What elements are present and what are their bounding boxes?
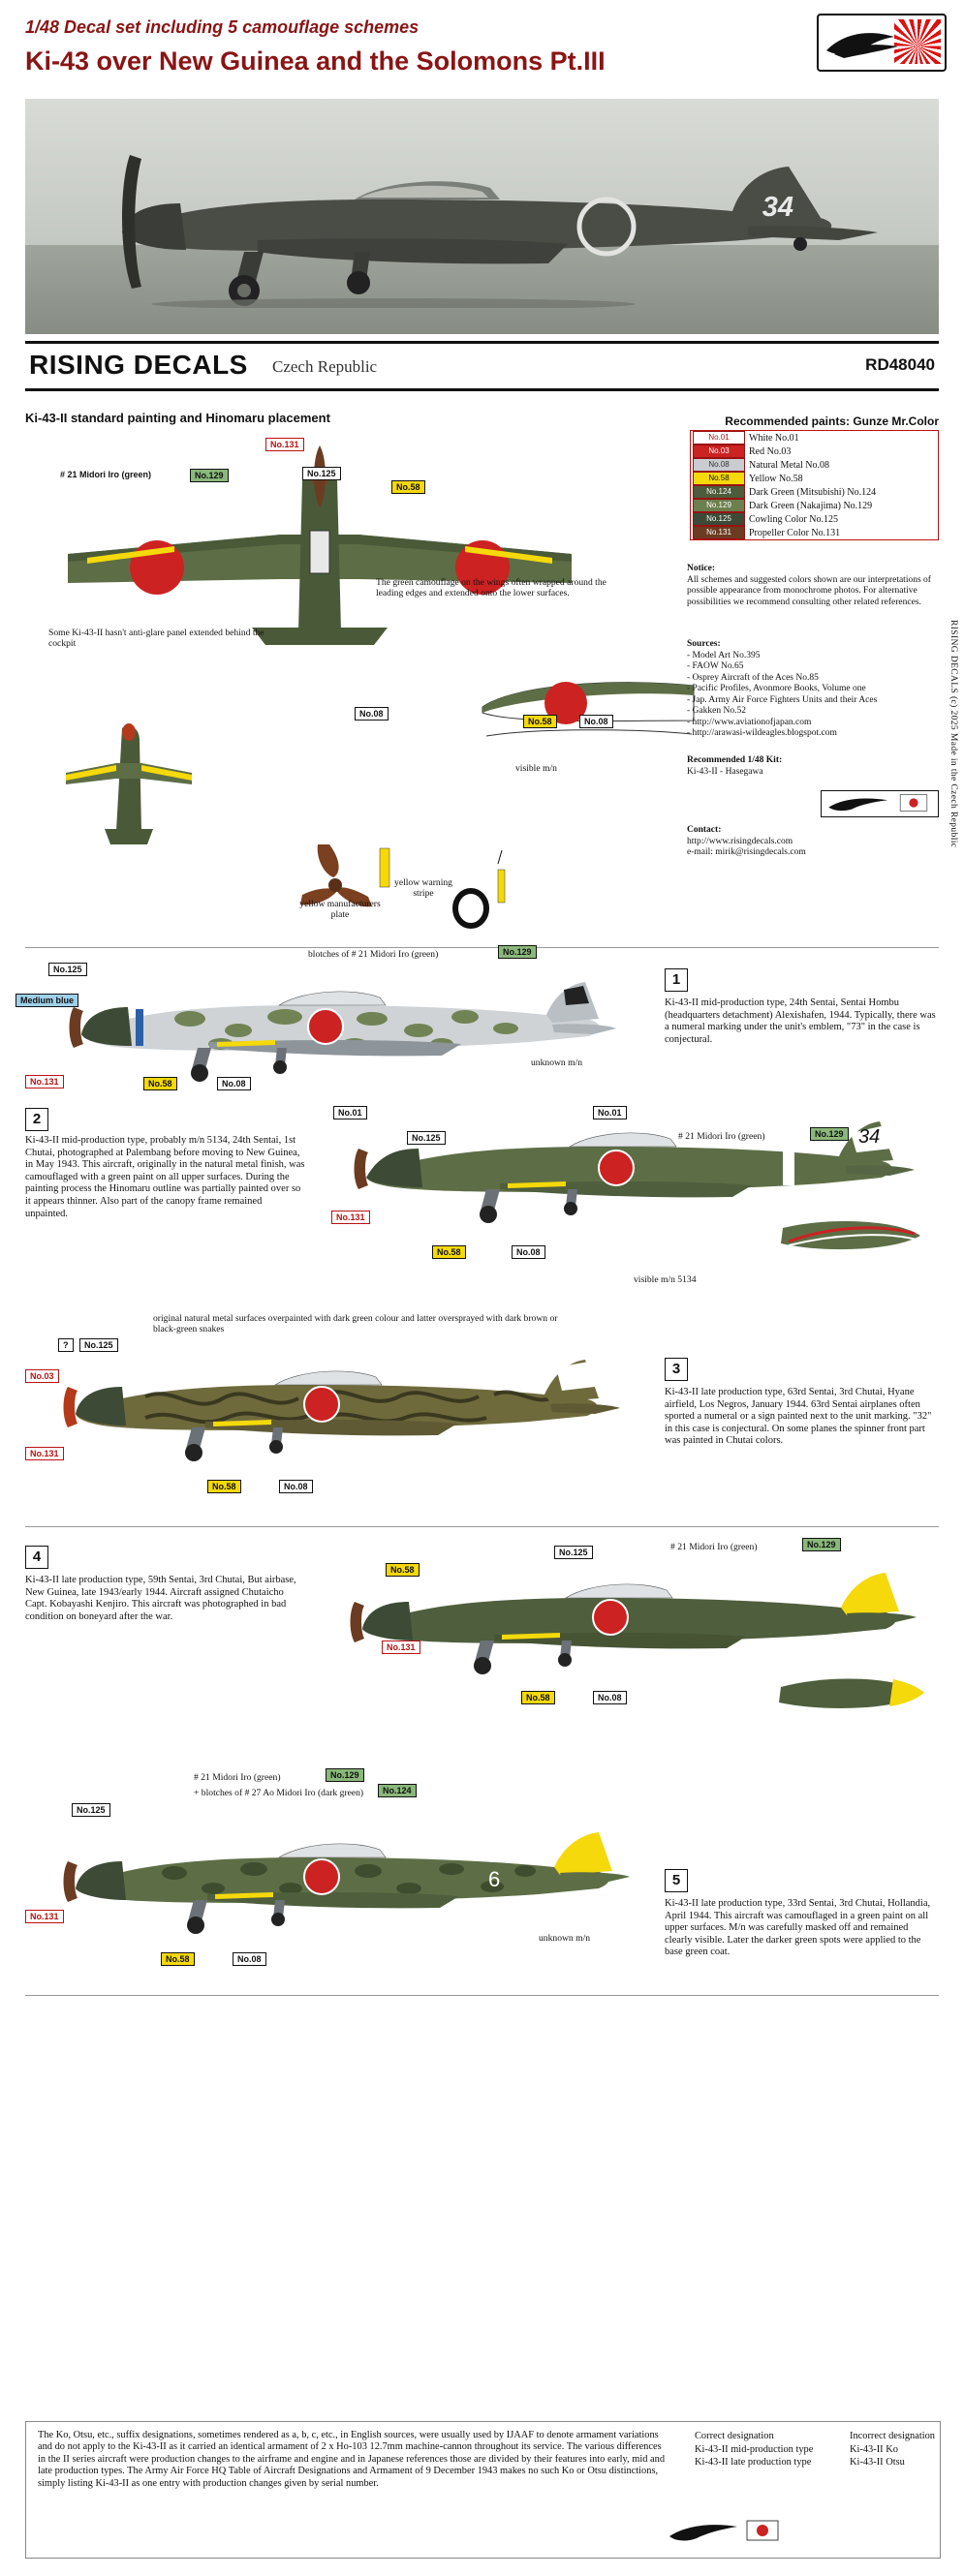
paint-row <box>691 472 938 485</box>
photo-aircraft <box>64 143 897 308</box>
s5-note-blotches: + blotches of # 27 Ao Midori Iro (dark green) <box>194 1788 364 1798</box>
designation-correct-heading: Correct designation <box>695 2431 774 2441</box>
source-item: - Jap. Army Air Force Fighters Units and their Aces <box>687 694 878 705</box>
s1-label-no129: No.129 <box>498 945 537 959</box>
scheme-text-1: Ki-43-II mid-production type, 24th Sentai, Sentai Hombu (headquarters detachment) Alexishafen, 1944. Typically, there was a numeral marking under the unit's emblem, "73" in the case is conjectural. <box>665 997 936 1045</box>
s5-label-no131: No.131 <box>25 1910 64 1923</box>
paint-swatch: No.58 <box>693 472 745 485</box>
s2-label-no125: No.125 <box>407 1131 446 1145</box>
source-item: - Osprey Aircraft of the Aces No.85 <box>687 672 819 683</box>
s2-note-midori: # 21 Midori Iro (green) <box>678 1131 765 1142</box>
paint-row <box>691 458 938 472</box>
s4-label-no08: No.08 <box>593 1691 627 1704</box>
scheme-number-3: 3 <box>665 1358 688 1381</box>
paint-swatch: No.08 <box>693 458 745 472</box>
scheme-profile-5 <box>29 1803 649 1997</box>
contact-web: http://www.risingdecals.com <box>687 836 793 846</box>
s1-label-no58: No.58 <box>143 1077 177 1090</box>
paint-name: Yellow No.58 <box>749 473 803 484</box>
bird-icon <box>824 25 917 60</box>
s5-label-no125: No.125 <box>72 1803 110 1817</box>
scheme-number-2: 2 <box>25 1108 48 1131</box>
s1-label-no125: No.125 <box>48 963 87 976</box>
s5-note-unknown-mn: unknown m/n <box>539 1933 591 1944</box>
paints-header: Recommended paints: Gunze Mr.Color <box>725 414 939 428</box>
s2-note-visible-mn: visible m/n 5134 <box>634 1274 697 1285</box>
side-copyright: RISING DECALS (c) 2025 Made in the Czech Republic <box>948 620 958 848</box>
note-antiglare-panel: Some Ki-43-II hasn't anti-glare panel extended behind the cockpit <box>48 628 264 650</box>
divider-1 <box>25 947 939 948</box>
label-no125-top: No.125 <box>302 467 341 480</box>
divider-3 <box>25 1995 939 1996</box>
s2-label-no01-b: No.01 <box>593 1106 627 1119</box>
source-item: - FAOW No.65 <box>687 661 744 671</box>
source-item: - Pacific Profiles, Avonmore Books, Volume one <box>687 684 866 693</box>
paint-swatch: No.01 <box>693 431 745 445</box>
paint-name: Dark Green (Nakajima) No.129 <box>749 500 873 511</box>
s3-label-no03: No.03 <box>25 1369 59 1383</box>
s3-label-no131: No.131 <box>25 1447 64 1460</box>
paint-name: Cowling Color No.125 <box>749 513 838 525</box>
paint-table <box>690 430 939 540</box>
rising-decals-logo-icon <box>817 14 943 72</box>
s3-label-question: ? <box>58 1338 74 1352</box>
designation-row <box>695 2443 937 2457</box>
s4-label-no131: No.131 <box>382 1641 420 1654</box>
s3-label-no08: No.08 <box>279 1480 313 1493</box>
kit-heading: Recommended 1/48 Kit: <box>687 755 783 765</box>
s1-note-unknown-mn: unknown m/n <box>531 1058 583 1068</box>
brand-bar <box>25 341 939 391</box>
s1-label-no08: No.08 <box>217 1077 251 1090</box>
label-no131-top: No.131 <box>265 438 304 451</box>
s5-note-midori: # 21 Midori Iro (green) <box>194 1772 281 1783</box>
s5-label-no129: No.129 <box>326 1768 364 1782</box>
label-no08-prop: No.08 <box>579 715 613 728</box>
designation-incorrect: Ki-43-II Otsu <box>850 2457 905 2469</box>
s2-label-no58: No.58 <box>432 1245 466 1259</box>
s4-label-no125: No.125 <box>554 1546 593 1559</box>
footer-box <box>25 2421 941 2559</box>
header-photo <box>25 99 939 334</box>
paint-swatch: No.03 <box>693 445 745 458</box>
s1-note-blotches: blotches of # 21 Midori Iro (green) <box>308 949 439 960</box>
s2-label-no129: No.129 <box>810 1127 849 1141</box>
label-midori-top: # 21 Midori Iro (green) <box>56 469 155 480</box>
header <box>0 0 964 97</box>
s5-label-no124: No.124 <box>378 1784 417 1797</box>
brand-name: RISING DECALS <box>29 350 248 380</box>
s4-note-midori: # 21 Midori Iro (green) <box>670 1542 758 1552</box>
s3-note-overpaint: original natural metal surfaces overpainted with dark green colour and latter oversprayed with dark brown or black-green snakes <box>153 1313 558 1335</box>
s4-label-no58-b: No.58 <box>521 1691 555 1704</box>
notice-body: All schemes and suggested colors shown are our interpretations of possible appearance from monochrome photos. For alternative possibilities we recommend consulting other related references. <box>687 574 931 607</box>
contact-heading: Contact: <box>687 825 722 835</box>
s3-label-no125: No.125 <box>79 1338 118 1352</box>
paint-row <box>691 526 938 539</box>
paint-swatch: No.125 <box>693 512 745 526</box>
scheme-text-4: Ki-43-II late production type, 59th Sentai, 3rd Chutai, But airbase, New Guinea, late 1943/early 1944. Aircraft assigned Chutaicho Capt. Kobayashi Kenjiro. This aircraft was photographed in bad condition on boneyard after the war. <box>25 1575 296 1622</box>
kit-value: Ki-43-II - Hasegawa <box>687 766 763 777</box>
scheme-text-2: Ki-43-II mid-production type, probably m/n 5134, 24th Sentai, 1st Chutai, photographed at Palembang before moving to New Guinea, in May 1943. This aircraft, originally in the natural metal finish, was camouflaged with a green paint on all upper surfaces. During the painting process the Hinomaru outline was partially painted over so it appears thinner. Also part of the canopy frame remained unpainted. <box>25 1135 305 1219</box>
notice-heading: Notice: <box>687 564 716 573</box>
s2-label-no131: No.131 <box>331 1211 370 1224</box>
source-item: - Gakken No.52 <box>687 706 746 716</box>
designation-incorrect: Ki-43-II Ko <box>850 2443 898 2455</box>
scheme-text-3: Ki-43-II late production type, 63rd Sentai, 3rd Chutai, Hyane airfield, Los Negros, January 1944. 63rd Sentai airplanes often sported a numeral or a sign painted next to the unit marking. "32" in this case is conjectural. On some planes the spinner front part was painted in Chutai colors. <box>665 1387 932 1447</box>
source-item: - http://arawasi-wildeagles.blogspot.com <box>687 728 837 738</box>
rising-decals-small-logo-icon <box>821 790 939 817</box>
paint-row <box>691 445 938 458</box>
paint-row <box>691 512 938 526</box>
scheme-text-5: Ki-43-II late production type, 33rd Sentai, 3rd Chutai, Hollandia, April 1944. This aircraft was camouflaged in a green paint on all upper surfaces. M/n was carefully masked off and remained clearly visible. Later the darker green spots were applied to the base green coat. <box>665 1898 931 1958</box>
header-title: Ki-43 over New Guinea and the Solomons Pt.III <box>25 46 606 76</box>
s5-label-no58: No.58 <box>161 1952 195 1966</box>
paint-name: White No.01 <box>749 432 799 444</box>
kit-block <box>687 755 939 778</box>
photo-tail-number: 34 <box>762 192 793 223</box>
paint-row <box>691 499 938 512</box>
s1-label-medium-blue: Medium blue <box>16 994 78 1007</box>
note-visible-mn: visible m/n <box>515 763 557 774</box>
designation-correct: Ki-43-II late production type <box>695 2457 812 2469</box>
svg-text:6: 6 <box>488 1867 501 1891</box>
brand-country: Czech Republic <box>272 357 378 376</box>
sources-heading: Sources: <box>687 639 721 649</box>
footer-logo-icon <box>666 2515 782 2548</box>
paint-name: Natural Metal No.08 <box>749 459 830 471</box>
scheme-number-1: 1 <box>665 968 688 992</box>
designation-row <box>695 2456 937 2469</box>
contact-block <box>687 825 939 859</box>
paint-row <box>691 485 938 499</box>
s3-label-no58: No.58 <box>207 1480 241 1493</box>
s4-label-no58-a: No.58 <box>386 1563 420 1577</box>
paint-row <box>691 431 938 445</box>
sources-block <box>687 639 939 740</box>
paint-name: Red No.03 <box>749 445 792 457</box>
paint-name: Dark Green (Mitsubishi) No.124 <box>749 486 877 498</box>
note-warning-stripe: yellow warning stripe <box>394 877 452 900</box>
scheme-number-5: 5 <box>665 1869 688 1892</box>
footer-text: The Ko, Otsu, etc., suffix designations, sometimes rendered as a, b, c, etc., in English sources, were usually used by IJAAF to denote armament variations and do not apply to the Ki-43-II as it carried an identical armament of 2 x Ho-103 12.7mm machine-cannon throughout its service. The various differences in the II series aircraft were production changes to the airframe and engine and in Japanese references those are divided by their features into early, mid and late production types. The Army Air Force HQ Table of Aircraft Designations and Armament of 9 December 1943 makes no such Ko or Otsu distinctions, simply listing Ki-43-II as one entry with production changes given by serial number. <box>38 2430 666 2489</box>
notice-block <box>687 564 939 608</box>
s2-label-no08: No.08 <box>512 1245 545 1259</box>
label-no58-top: No.58 <box>391 480 425 494</box>
s1-label-no131: No.131 <box>25 1075 64 1089</box>
s5-label-no08: No.08 <box>233 1952 266 1966</box>
s4-label-no129: No.129 <box>802 1538 841 1551</box>
source-item: - http://www.aviationofjapan.com <box>687 717 812 727</box>
paint-swatch: No.131 <box>693 526 745 539</box>
scheme-profile-3 <box>29 1338 630 1513</box>
label-no129-top: No.129 <box>190 469 229 482</box>
paint-name: Propeller Color No.131 <box>749 527 841 538</box>
designation-incorrect-heading: Incorrect designation <box>850 2431 935 2441</box>
designation-table <box>695 2430 937 2469</box>
sources-list <box>687 651 939 740</box>
designation-correct: Ki-43-II mid-production type <box>695 2443 814 2455</box>
paint-swatch: No.129 <box>693 499 745 512</box>
svg-text:34: 34 <box>858 1126 881 1148</box>
scheme-number-4: 4 <box>25 1546 48 1569</box>
label-no08-top: No.08 <box>355 707 389 721</box>
divider-2 <box>25 1526 939 1527</box>
front-view-diagram <box>47 715 211 860</box>
paint-swatch: No.124 <box>693 485 745 499</box>
contact-email: e-mail: mirik@risingdecals.com <box>687 847 806 857</box>
note-green-camouflage: The green camouflage on the wings often wrapped around the leading edges and extended onto the lower surfaces. <box>376 577 606 599</box>
standard-painting-title: Ki-43-II standard painting and Hinomaru placement <box>25 411 330 425</box>
header-subtitle: 1/48 Decal set including 5 camouflage schemes <box>25 17 420 37</box>
label-no58-prop: No.58 <box>523 715 557 728</box>
product-code: RD48040 <box>865 355 935 374</box>
source-item: - Model Art No.395 <box>687 650 761 660</box>
scheme-profile-1 <box>35 961 616 1106</box>
note-manufacturers-plate: yellow manufacturers plate <box>299 899 381 921</box>
s2-label-no01-a: No.01 <box>333 1106 367 1119</box>
